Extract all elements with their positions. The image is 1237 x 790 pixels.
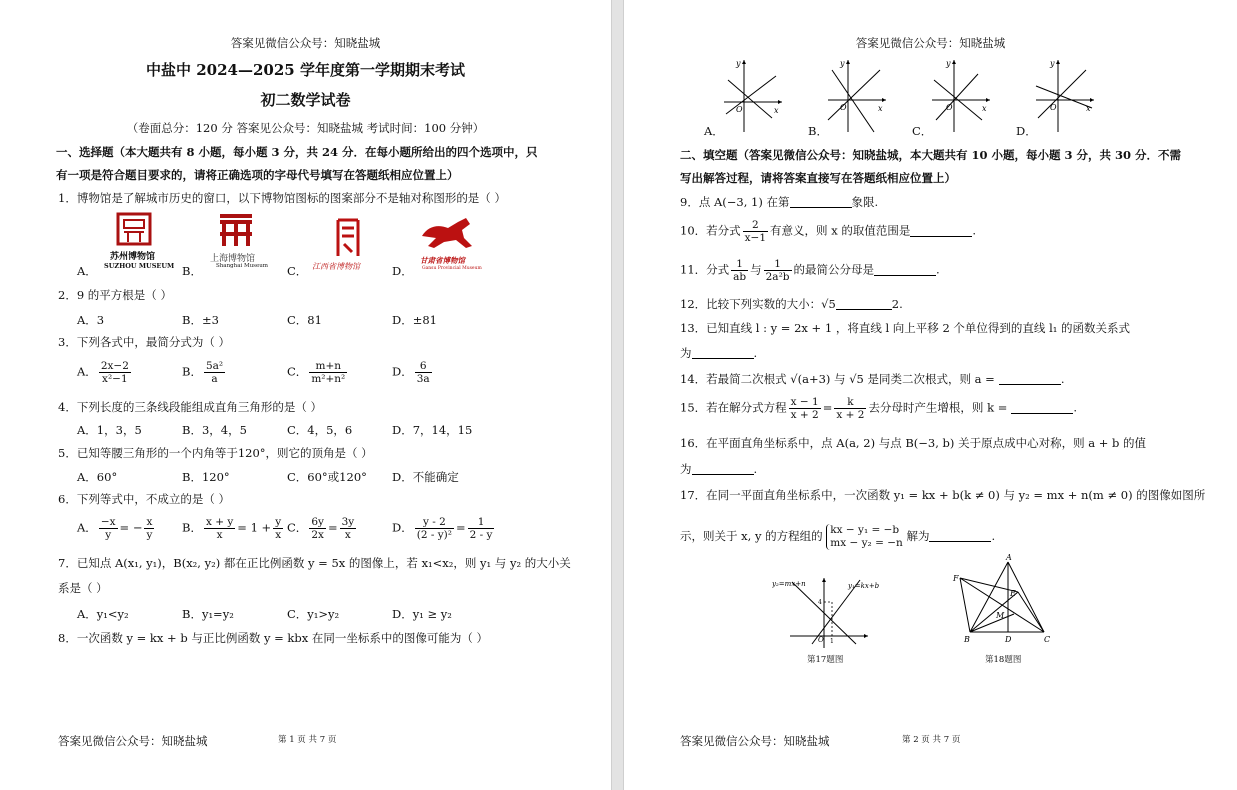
q6-option-c [287,516,358,541]
exam-subtitle: 初二数学试卷 [260,91,351,109]
suzhou-logo-text: 苏州博物馆 [110,252,156,262]
q7-option-c: C．y₁>y₂ [287,607,340,621]
q6-option-b [182,516,285,541]
q11-fraction-2 [764,258,792,283]
q2-option-c: C．81 [287,313,322,327]
q10-fraction [743,219,768,244]
q6-d-left-den: (2 - y)² [416,529,452,541]
question-16-line2: 为 . [680,462,758,476]
q17-equation-system [826,524,903,550]
document-page-2 [624,0,1237,790]
q11-fraction-1 [731,258,748,283]
q4-option-a: A．1，3，5 [77,423,142,437]
q3-b-label: B． [182,364,202,379]
section2-heading-line1: 二、填空题（答案见微信公众号：知晓盐城，本大题共有 10 小题，每小题 3 分，共 30 分．不需 [680,148,1182,162]
q6-option-a [77,516,156,541]
question-15: 15．若在解分式方程 $\frac{x - 1}{x + 2}$ = $\frac{k}{x + 2}$ 去分母时产生增根，则 k = . [680,396,1078,421]
q6-b-left [204,516,235,541]
q12-text-a: 12．比较下列实数的大小：√5 [680,297,836,311]
q6-b-right [273,516,283,541]
q8-graph-b-label: B． [808,124,828,138]
fig18-label-f: F [953,574,959,583]
q15-fraction-1 [789,396,821,421]
question-1: 1．博物馆是了解城市历史的窗口，以下博物馆图标的图案部分不是轴对称图形的是（ ） [58,191,506,205]
q8-a-axis-y: y [736,59,741,68]
q3-a-label: A． [77,364,97,379]
question-17-line2: 示，则关于 x, y 的方程组的 kx − y₁ = −b mx − y₂ = −n 解为 . [680,524,996,549]
q3-c-numerator: m+n [309,360,347,373]
q10-num: 2 [743,219,768,232]
q2-option-d: D．±81 [392,313,437,327]
exam-info: （卷面总分：120 分 答案见公众号：知晓盐城 考试时间：100 分钟） [126,121,485,135]
q8-b-axis-x: x [878,104,883,113]
q9-answer-blank[interactable] [790,196,852,208]
q3-option-c [287,360,349,385]
page-number: 第 1 页 共 7 页 [278,735,337,745]
q15-fraction-2 [834,396,866,421]
q17-eq2: mx − y₂ = −n [830,537,903,549]
q17-text-a: 示，则关于 x, y 的方程组的 [680,529,823,543]
q14-answer-blank[interactable] [999,373,1061,385]
q3-d-numerator: 6 [415,360,432,373]
question-4: 4．下列长度的三条线段能组成直角三角形的是（ ） [58,400,322,414]
q10-text-b: 有意义，则 x 的取值范围是 [770,223,911,238]
question-13-line1: 13．已知直线 l : y = 2x + 1 ，将直线 l 向上平移 2 个单位得到的直线 l₁ 的函数关系式 [680,321,1131,335]
q8-a-axis-x: x [774,106,779,115]
question-17-line1: 17．在同一平面直角坐标系中，一次函数 y₁ = kx + b(k ≠ 0) 与 y₂ = mx + n(m ≠ 0) 的图像如图所 [680,488,1206,502]
q8-d-axis-o: O [1050,103,1057,112]
suzhou-logo-subtext: SUZHOU MUSEUM [104,262,175,270]
q17-text-b: 解为 [906,529,930,543]
q6-a-mid: = − [119,520,143,535]
q6-c-right-num: 3y [341,516,355,528]
q6-b-mid: = 1 + [237,520,272,535]
q6-a-right-den: y [146,529,153,541]
fig18-label-b: B [964,635,970,644]
fig17-label-y2: y₂=mx+n [772,580,806,588]
q6-a-label: A． [77,520,97,535]
q1-option-c-label: C． [287,264,308,278]
q9-text-b: 象限. [851,195,879,209]
q6-d-right [468,516,495,541]
document-page-1 [0,0,611,790]
gansu-logo-text: 甘肃省博物馆 [420,256,465,265]
q15-eq: = [822,400,833,415]
shanghai-logo-subtext: Shanghai Museum [216,263,268,269]
q6-b-left-num: x + y [205,516,234,528]
q8-graph-c-label: C． [912,124,933,138]
footer-watermark: 答案见微信公众号：知晓盐城 [680,734,830,748]
q15-answer-blank[interactable] [1011,402,1073,414]
q6-c-right-den: x [344,529,351,541]
question-10: 10．若分式 $\frac{2}{x-1}$ 有意义，则 x 的取值范围是 . [680,219,976,244]
q6-a-left-den: y [105,529,112,541]
q13-answer-blank[interactable] [692,347,754,359]
q8-graph-d [1032,56,1102,136]
q6-a-left-num: −x [100,516,116,528]
section1-heading-line1: 一、选择题（本大题共有 8 小题，每小题 3 分，共 24 分．在每小题所给出的四个选项中，只 [56,145,538,159]
q8-graph-a [720,56,790,136]
q4-option-c: C．4，5，6 [287,423,353,437]
q3-d-label: D． [392,364,413,379]
q3-c-denominator: m²+n² [311,373,346,385]
q8-graph-c [928,56,998,136]
q6-c-mid: = [327,520,338,535]
q8-c-axis-o: O [946,103,953,112]
fig17-origin: O [818,636,824,644]
shanghai-logo-text: 上海博物馆 [210,254,256,264]
q6-b-right-num: y [275,516,282,528]
q6-c-left-num: 6y [311,516,324,528]
q10-answer-blank[interactable] [910,225,972,237]
q3-d-denominator: 3a [416,373,430,385]
q11-f2-num: 1 [764,258,792,271]
q11-f2-den: 2a²b [765,271,790,283]
jiangxi-logo-text: 江西省博物馆 [312,262,360,271]
question-5: 5．已知等腰三角形的一个内角等于120°，则它的顶角是（ ） [58,446,373,460]
question-9 [680,195,878,209]
q3-a-fraction [99,360,131,385]
q15-f1-num: x − 1 [790,396,819,408]
q3-a-numerator: 2x−2 [100,360,129,372]
jiangxi-museum-logo-icon [308,216,388,276]
page-gap [611,0,624,790]
question-12 [680,297,903,311]
q8-graph-d-label: D． [1016,124,1037,138]
q8-graph-b [824,56,894,136]
q8-b-axis-o: O [840,103,847,112]
q11-f1-den: ab [733,271,747,283]
q6-c-right [340,516,357,541]
q2-option-a: A．3 [77,313,105,327]
question-7-line1: 7．已知点 A(x₁, y₁)，B(x₂, y₂) 都在正比例函数 y = 5x 的图像上，若 x₁<x₂，则 y₁ 与 y₂ 的大小关 [58,556,571,570]
q15-f2-num: k [834,396,866,409]
q15-f1-den: x + 2 [790,409,819,421]
gansu-logo-subtext: Gansu Provincial Museum [422,266,482,271]
q5-option-a: A．60° [77,470,118,484]
q3-b-numerator: 5a² [205,360,224,372]
gansu-museum-horse-logo-icon [414,214,480,274]
q6-d-right-num: 1 [468,516,495,529]
q3-option-d [392,360,434,385]
q12-text-b: 2. [891,297,903,311]
q3-c-fraction [309,360,347,385]
page-number: 第 2 页 共 7 页 [902,735,961,745]
q10-text-a: 10．若分式 [680,223,741,238]
q8-a-axis-o: O [736,105,743,114]
q5-option-c: C．60°或120° [287,470,367,484]
q9-text-a: 9．点 A(−3, 1) 在第 [680,195,790,209]
question-7-line2: 系是（ ） [58,581,108,595]
footer-watermark: 答案见微信公众号：知晓盐城 [58,734,208,748]
q15-f2-den: x + 2 [836,409,865,421]
q6-d-label: D． [392,520,413,535]
fig18-label-c: C [1044,635,1051,644]
q6-a-left [99,516,118,541]
q3-option-b [182,360,227,385]
question-16-line1: 16．在平面直角坐标系中，点 A(a, 2) 与点 B(−3, b) 关于原点成中心对称，则 a + b 的值 [680,436,1147,450]
q4-option-d: D．7，14，15 [392,423,473,437]
q6-c-left [309,516,326,541]
fig17-tick-4: 4 [818,599,822,606]
q2-option-b: B．±3 [182,313,219,327]
q11-answer-blank[interactable] [874,264,936,276]
q5-option-b: B．120° [182,470,230,484]
figure-18 [950,552,1060,644]
q1-option-d-label: D． [392,264,413,278]
q6-c-label: C． [287,520,308,535]
q16-answer-blank[interactable] [692,463,754,475]
q6-option-d [392,516,496,541]
q3-d-fraction [415,360,432,385]
section1-heading-line2: 有一项是符合题目要求的，请将正确选项的字母代号填写在答题纸相应位置上） [56,168,459,182]
q8-b-axis-y: y [840,59,845,68]
q3-a-denominator: x²−1 [102,373,128,385]
fig18-label-a: A [1006,553,1012,562]
q3-c-label: C． [287,364,308,379]
fig17-label-y1: y₁=kx+b [848,582,880,590]
q6-d-mid: = [455,520,466,535]
q11-text-a: 11．分式 [680,262,730,277]
q6-d-right-den: 2 - y [469,529,493,541]
q3-b-denominator: a [211,373,218,385]
q4-option-b: B．3，4，5 [182,423,247,437]
q17-eq1: kx − y₁ = −b [830,524,900,536]
q3-b-fraction [204,360,225,385]
q6-a-right [144,516,154,541]
q11-text-b: 的最简公分母是 [793,262,874,277]
question-2: 2．9 的平方根是（ ） [58,288,172,302]
q13-text-b: 为 [680,346,692,360]
q11-mid: 与 [750,262,762,277]
question-6: 6．下列等式中，不成立的是（ ） [58,492,230,506]
figure-18-caption: 第18题图 [985,655,1022,665]
q6-d-left-num: y - 2 [415,516,454,529]
question-14: 14．若最简二次根式 √(a+3) 与 √5 是同类二次根式，则 a = . [680,372,1065,386]
q6-c-left-den: 2x [311,529,324,541]
q15-text-a: 15．若在解分式方程 [680,400,787,415]
q6-a-right-num: x [144,516,154,529]
q8-c-axis-x: x [982,104,987,113]
fig18-label-m: M [996,611,1005,620]
q3-option-a [77,360,133,385]
question-13-line2: 为 . [680,346,758,360]
q8-d-axis-y: y [1050,59,1055,68]
question-11: 11．分式 $\frac{1}{ab}$ 与 $\frac{1}{\text{2a²b}}$ 的最简公分母是 . [680,258,940,283]
q8-d-axis-x: x [1086,104,1091,113]
q7-option-d: D．y₁ ≥ y₂ [392,607,452,621]
suzhou-museum-logo-icon [102,212,175,274]
fig18-label-d: D [1005,635,1012,644]
figure-17 [772,572,892,652]
q17-answer-blank[interactable] [929,530,991,542]
q6-b-right-den: x [275,529,282,541]
question-3: 3．下列各式中，最简分式为（ ） [58,335,230,349]
fig17-tick-1: 1 [830,638,834,645]
q5-option-d: D．不能确定 [392,470,459,484]
section2-heading-line2: 写出解答过程，请将答案直接写在答题纸相应位置上） [680,171,956,185]
header-watermark: 答案见微信公众号：知晓盐城 [855,36,1006,50]
q1-option-b-label: B． [182,264,202,278]
question-8: 8．一次函数 y = kx + b 与正比例函数 y = kbx 在同一坐标系中的图像可能为（ ） [58,631,489,645]
q6-b-label: B． [182,520,202,535]
q6-b-left-den: x [216,529,223,541]
q11-f1-num: 1 [731,258,748,271]
header-watermark: 答案见微信公众号：知晓盐城 [230,36,381,50]
q8-graph-a-label: A． [704,124,724,138]
q16-text-b: 为 [680,462,692,476]
q15-text-b: 去分母时产生增根，则 k = [868,400,1008,415]
exam-title: 中盐中 2024—2025 学年度第一学期期末考试 [146,61,465,79]
q6-d-left [415,516,454,541]
q7-option-a: A．y₁<y₂ [77,607,129,621]
q14-text-a: 14．若最简二次根式 √(a+3) 与 √5 是同类二次根式，则 a = [680,372,995,386]
figure-17-caption: 第17题图 [807,655,844,665]
q8-c-axis-y: y [946,59,951,68]
q10-den: x−1 [744,232,767,244]
fig18-label-e: E [1010,589,1016,598]
shanghai-museum-logo-icon [204,212,268,274]
q7-option-b: B．y₁=y₂ [182,607,234,621]
q12-answer-blank[interactable] [836,298,892,310]
q1-option-a-label: A． [77,264,97,278]
